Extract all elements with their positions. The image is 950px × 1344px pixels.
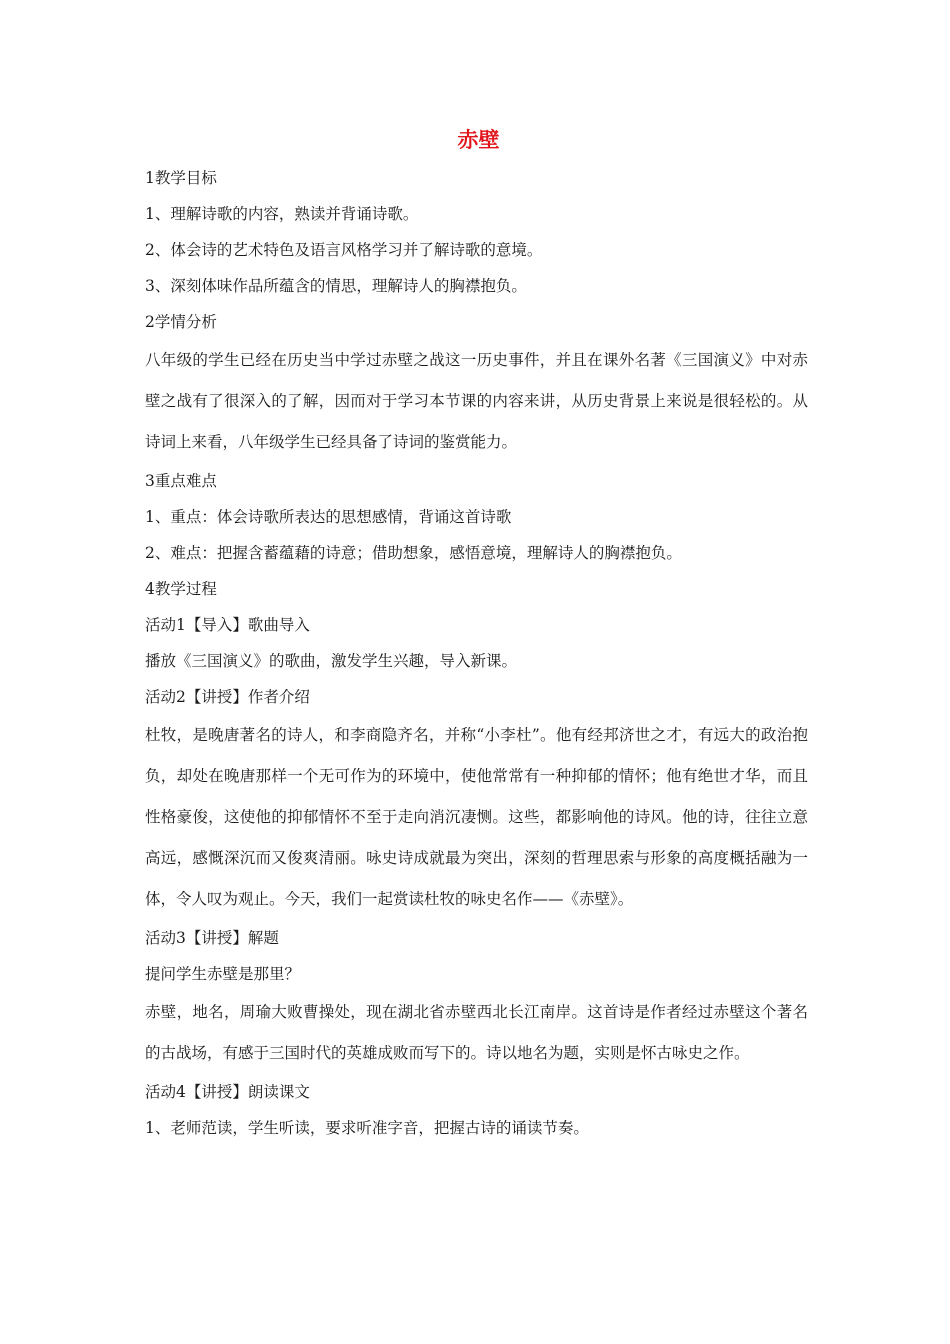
activity-3-paragraph: 赤壁，地名，周瑜大败曹操处，现在湖北省赤壁西北长江南岸。这首诗是作者经过赤壁这个著名的古战场，有感于三国时代的英雄成败而写下的。诗以地名为题，实则是怀古咏史之作。 bbox=[145, 1003, 808, 1062]
activity-3-heading: 活动3【讲授】解题 bbox=[145, 929, 279, 947]
key-point-item-1: 1、重点：体会诗歌所表达的思想感情，背诵这首诗歌 bbox=[145, 508, 512, 526]
activity-4-item-1: 1、老师范读，学生听读，要求听准字音，把握古诗的诵读节奏。 bbox=[145, 1119, 589, 1137]
objective-item-1: 1、理解诗歌的内容，熟读并背诵诗歌。 bbox=[145, 205, 419, 223]
section-heading-key-points: 3重点难点 bbox=[145, 472, 217, 490]
activity-1-text: 播放《三国演义》的歌曲，激发学生兴趣，导入新课。 bbox=[145, 652, 518, 670]
activity-4-heading: 活动4【讲授】朗读课文 bbox=[145, 1083, 310, 1101]
activity-2-heading: 活动2【讲授】作者介绍 bbox=[145, 688, 310, 706]
activity-1-heading: 活动1【导入】歌曲导入 bbox=[145, 616, 310, 634]
objective-item-2: 2、体会诗的艺术特色及语言风格学习并了解诗歌的意境。 bbox=[145, 241, 543, 259]
objective-item-3: 3、深刻体味作品所蕴含的情思，理解诗人的胸襟抱负。 bbox=[145, 277, 527, 295]
activity-2-paragraph: 杜牧，是晚唐著名的诗人，和李商隐齐名，并称“小李杜”。他有经邦济世之才，有远大的政治抱负，却处在晚唐那样一个无可作为的环境中，使他常常有一种抑郁的情怀；他有绝世才华，而且性格豪俊，这使他的抑郁情怀不至于走向消沉凄恻。这些，都影响他的诗风。他的诗，往往立意高远，感慨深沉而又俊爽清丽。咏史诗成就最为突出，深刻的哲理思索与形象的高度概括融为一体，令人叹为观止。今天，我们一起赏读杜牧的咏史名作——《赤壁》。 bbox=[145, 726, 808, 908]
key-point-item-2: 2、难点：把握含蓄蕴藉的诗意；借助想象，感悟意境，理解诗人的胸襟抱负。 bbox=[145, 544, 682, 562]
section-heading-student-analysis: 2学情分析 bbox=[145, 313, 217, 331]
document-title: 赤壁 bbox=[457, 128, 500, 152]
activity-3-question: 提问学生赤壁是那里？ bbox=[145, 965, 301, 983]
section-heading-process: 4教学过程 bbox=[145, 580, 217, 598]
student-analysis-paragraph: 八年级的学生已经在历史当中学过赤壁之战这一历史事件，并且在课外名著《三国演义》中对赤壁之战有了很深入的了解，因而对于学习本节课的内容来讲，从历史背景上来说是很轻松的。从诗词上来看，八年级学生已经具备了诗词的鉴赏能力。 bbox=[145, 351, 808, 451]
section-heading-objectives: 1教学目标 bbox=[145, 169, 217, 187]
